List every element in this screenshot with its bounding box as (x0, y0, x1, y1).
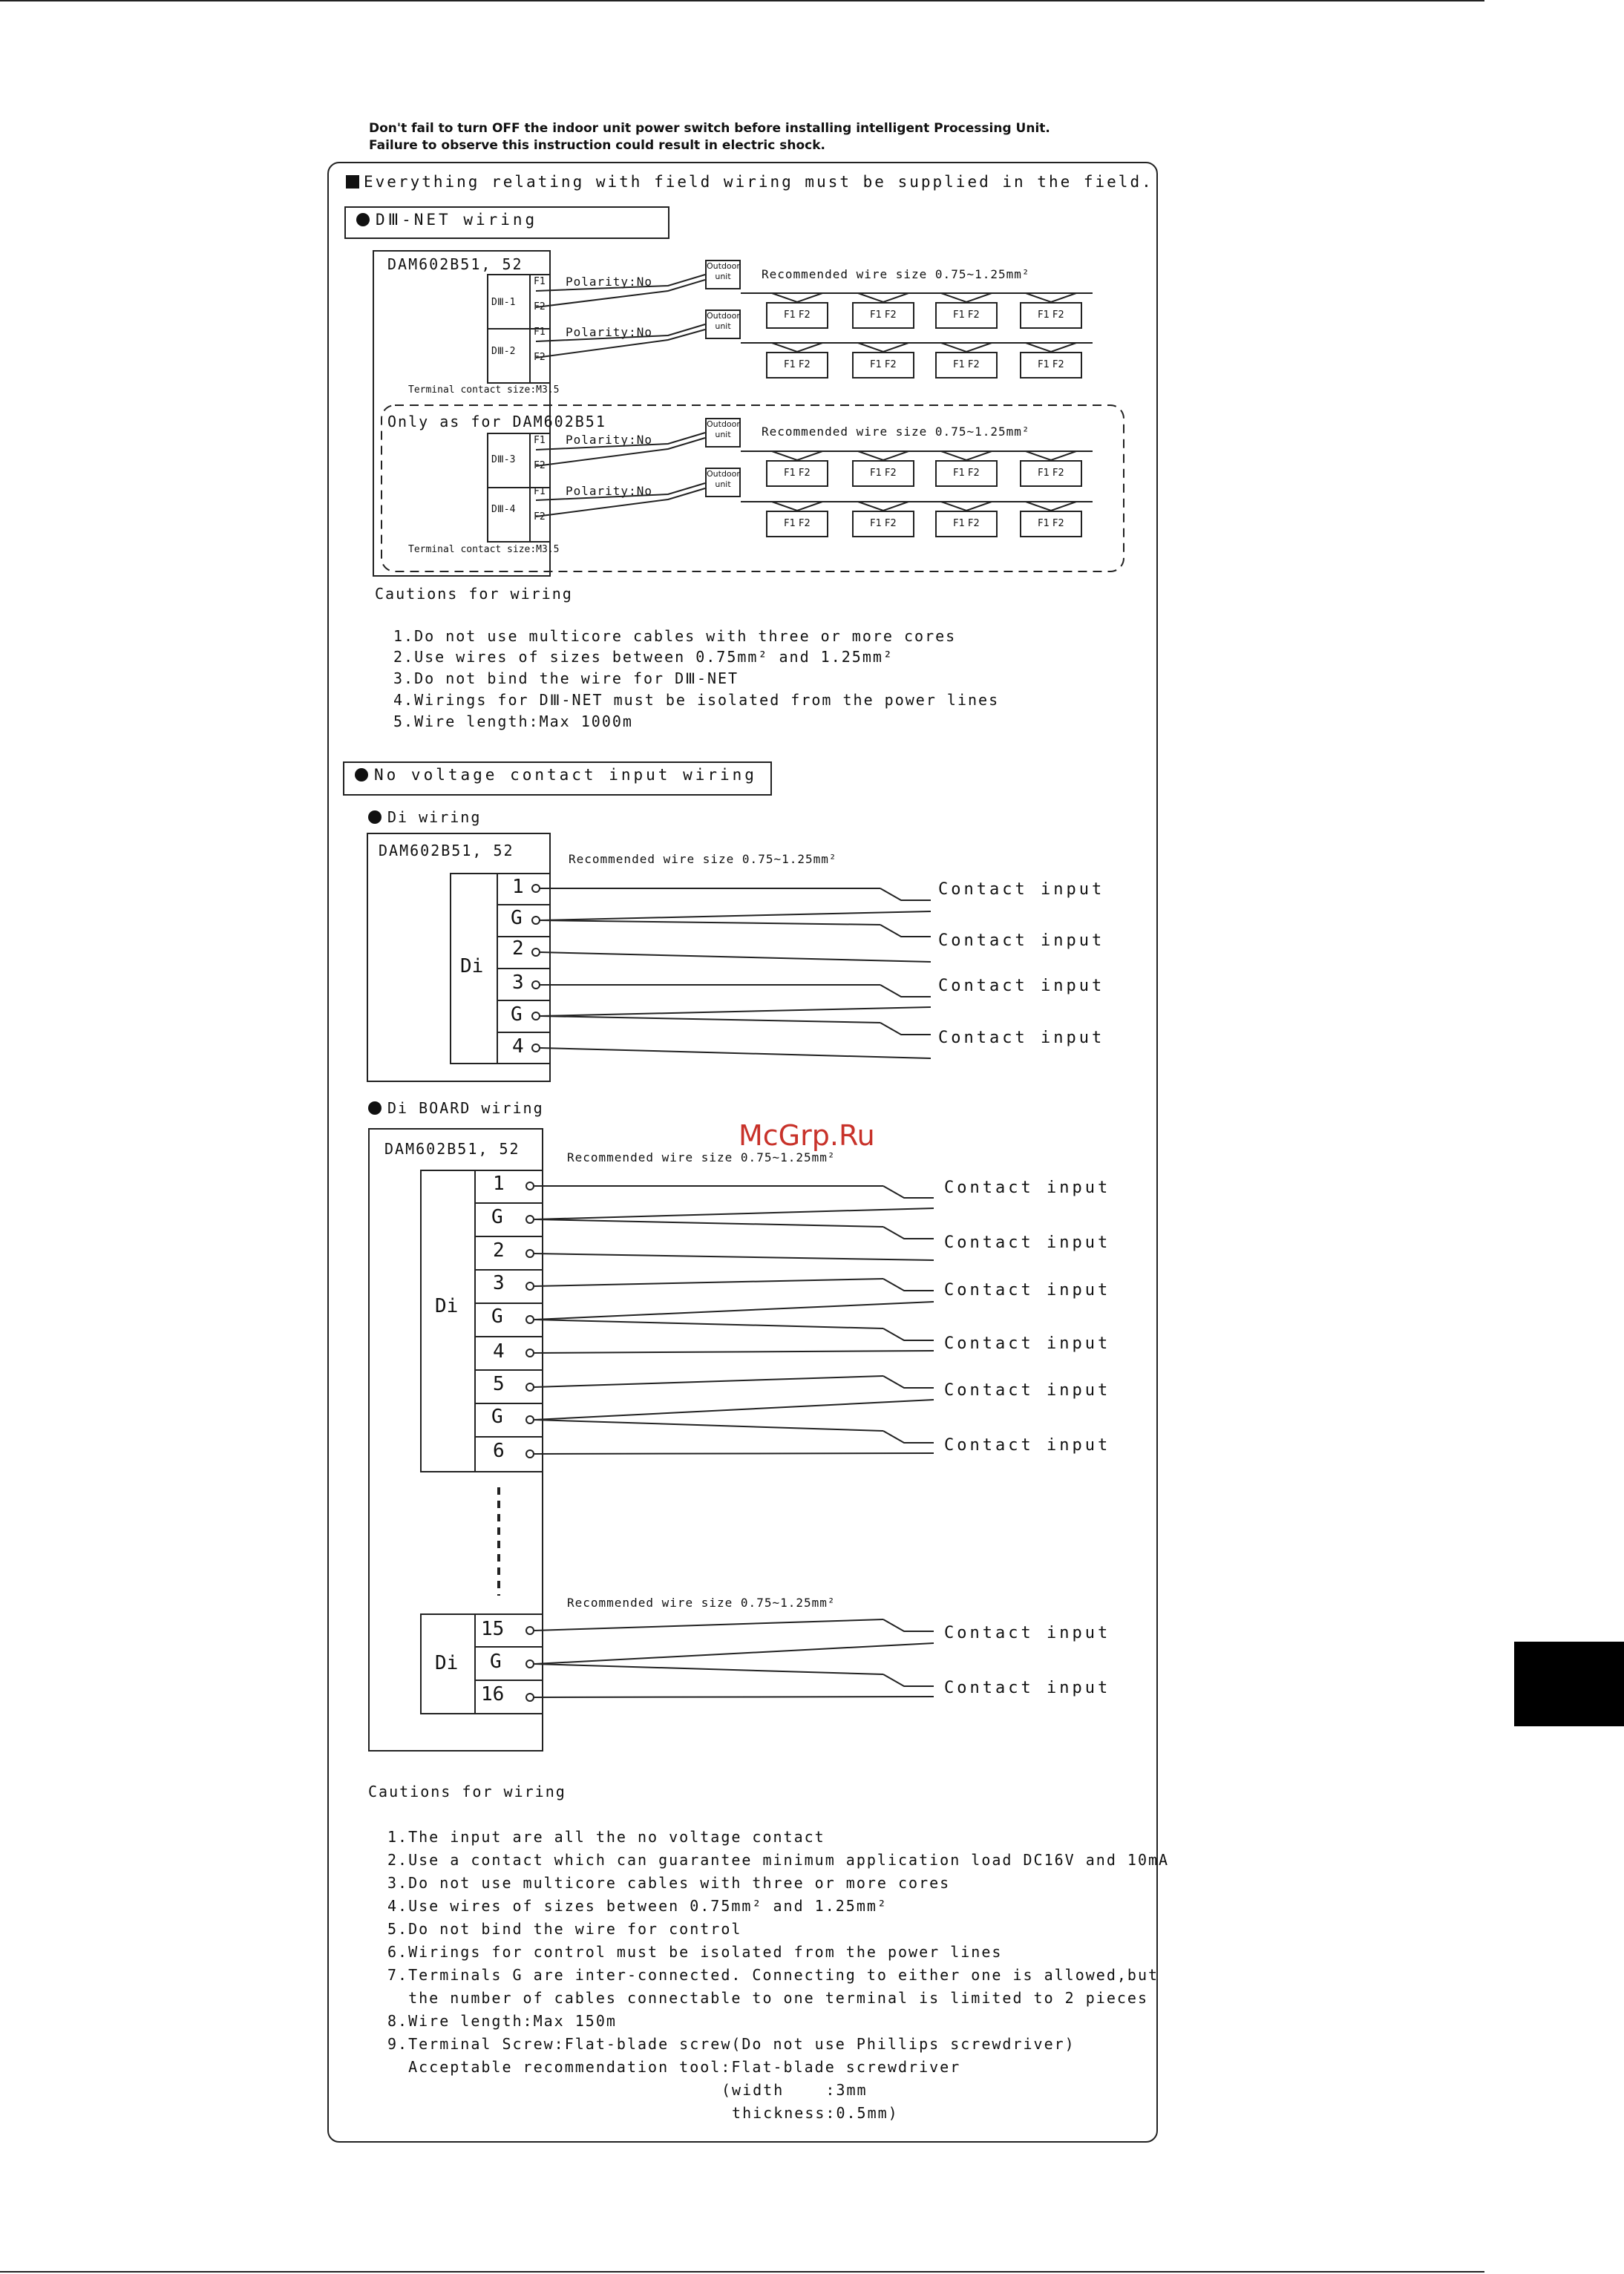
board-recommended-2: Recommended wire size 0.75~1.25mm² (567, 1596, 836, 1610)
novolt-caution: 4.Use wires of sizes between 0.75mm² and 1.25mm² (387, 1897, 888, 1915)
port-dnet-3: DⅢ-3 (491, 454, 516, 465)
polarity-label-2: Polarity:No (566, 325, 652, 339)
warning-line-2: Failure to observe this instruction could result in electric shock. (369, 138, 825, 153)
f1-label: F1 (534, 435, 546, 446)
board-term: 5 (493, 1373, 505, 1395)
dnet-caution-5: 5.Wire length:Max 1000m (393, 712, 633, 730)
novolt-caution: the number of cables connectable to one terminal is limited to 2 pieces (387, 1989, 1148, 2007)
di-model-label: DAM602B51, 52 (379, 842, 514, 859)
contact-input: Contact input (944, 1624, 1111, 1642)
dnet-model-label: DAM602B51, 52 (387, 255, 523, 273)
novolt-caution: 9.Terminal Screw:Flat-blade screw(Do not use Phillips screwdriver) (387, 2035, 1075, 2053)
dnet-caution-3: 3.Do not bind the wire for DⅢ-NET (393, 669, 739, 687)
dnet-caution-2: 2.Use wires of sizes between 0.75mm² and 1.25mm² (393, 648, 894, 666)
contact-input: Contact input (938, 1029, 1105, 1047)
board-term: 6 (493, 1440, 505, 1462)
outdoor-unit-2: Outdoor unit (705, 309, 741, 339)
indoor-unit: F1 F2 (1020, 352, 1082, 379)
polarity-label-3: Polarity:No (566, 433, 652, 447)
f2-label: F2 (534, 511, 546, 522)
board-term: G (491, 1406, 503, 1428)
dnet-caution-4: 4.Wirings for DⅢ-NET must be isolated from the power lines (393, 691, 1000, 709)
port-dnet-4: DⅢ-4 (491, 504, 516, 515)
indoor-unit: F1 F2 (852, 302, 914, 329)
indoor-unit: F1 F2 (935, 460, 998, 487)
novolt-section-tag: No voltage contact input wiring (343, 761, 772, 796)
board-term: 1 (493, 1173, 505, 1195)
indoor-unit: F1 F2 (852, 352, 914, 379)
contact-input: Contact input (944, 1436, 1111, 1455)
di-term: G (511, 907, 523, 929)
polarity-label-1: Polarity:No (566, 275, 652, 289)
outdoor-unit-4: Outdoor unit (705, 468, 741, 497)
di-wiring-title: Di wiring (368, 808, 481, 826)
contact-input: Contact input (938, 880, 1105, 899)
novolt-caution: 3.Do not use multicore cables with three or more cores (387, 1874, 951, 1892)
indoor-unit: F1 F2 (935, 511, 998, 537)
terminal-size-2: Terminal contact size:M3.5 (408, 544, 560, 555)
indoor-unit: F1 F2 (766, 302, 828, 329)
di-term: 4 (512, 1035, 524, 1058)
contact-input: Contact input (944, 1381, 1111, 1400)
board-term: 2 (493, 1239, 505, 1262)
di-board-label-2: Di (435, 1652, 459, 1674)
novolt-caution: 6.Wirings for control must be isolated from the power lines (387, 1943, 1003, 1961)
contact-input: Contact input (944, 1334, 1111, 1353)
terminal-size-1: Terminal contact size:M3.5 (408, 384, 560, 396)
contact-input: Contact input (938, 977, 1105, 995)
novolt-caution: 2.Use a contact which can guarantee minimum application load DC16V and 10mA (387, 1851, 1170, 1869)
novolt-caution: (width :3mm (721, 2081, 868, 2099)
f2-label: F2 (534, 301, 546, 312)
novolt-caution: thickness:0.5mm) (721, 2104, 899, 2122)
port-dnet-2: DⅢ-2 (491, 346, 516, 357)
di-recommended: Recommended wire size 0.75~1.25mm² (569, 852, 837, 866)
novolt-caution: 8.Wire length:Max 150m (387, 2012, 617, 2030)
board-term: 15 (481, 1618, 505, 1640)
board-term: 16 (481, 1683, 505, 1706)
dnet-cautions-title: Cautions for wiring (375, 585, 573, 603)
di-board-title: Di BOARD wiring (368, 1099, 544, 1117)
contact-input: Contact input (944, 1233, 1111, 1252)
novolt-caution: 1.The input are all the no voltage contact (387, 1828, 825, 1846)
field-wiring-header: Everything relating with field wiring must be supplied in the field. (346, 173, 1153, 191)
f1-label: F1 (534, 486, 546, 497)
di-term: 2 (512, 937, 524, 960)
indoor-unit: F1 F2 (935, 352, 998, 379)
board-term: 4 (493, 1340, 505, 1363)
contact-input: Contact input (938, 931, 1105, 950)
dnet-recommended-1: Recommended wire size 0.75~1.25mm² (762, 267, 1030, 281)
novolt-cautions-title: Cautions for wiring (368, 1783, 566, 1800)
port-dnet-1: DⅢ-1 (491, 297, 516, 308)
di-term: G (511, 1003, 523, 1026)
warning-line-1: Don't fail to turn OFF the indoor unit power switch before installing intelligent Processing Unit. (369, 121, 1050, 136)
di-term: 1 (512, 876, 524, 898)
indoor-unit: F1 F2 (1020, 460, 1082, 487)
board-term: 3 (493, 1272, 505, 1294)
contact-input: Contact input (944, 1179, 1111, 1197)
outdoor-unit-1: Outdoor unit (705, 260, 741, 289)
f1-label: F1 (534, 327, 546, 338)
indoor-unit: F1 F2 (766, 460, 828, 487)
novolt-caution: 5.Do not bind the wire for control (387, 1920, 742, 1938)
novolt-caution: 7.Terminals G are inter-connected. Connecting to either one is allowed,but (387, 1966, 1159, 1984)
indoor-unit: F1 F2 (766, 352, 828, 379)
board-term: G (491, 1305, 503, 1328)
indoor-unit: F1 F2 (766, 511, 828, 537)
indoor-unit: F1 F2 (1020, 302, 1082, 329)
di-label: Di (460, 955, 484, 977)
di-board-label: Di (435, 1295, 459, 1317)
di-board-model-label: DAM602B51, 52 (384, 1140, 520, 1158)
board-term: G (490, 1651, 502, 1673)
watermark: McGrp.Ru (739, 1119, 875, 1152)
contact-input: Contact input (944, 1679, 1111, 1697)
outdoor-unit-3: Outdoor unit (705, 418, 741, 448)
dnet-caution-1: 1.Do not use multicore cables with three or more cores (393, 627, 957, 645)
board-recommended-1: Recommended wire size 0.75~1.25mm² (567, 1150, 836, 1164)
di-term: 3 (512, 971, 524, 994)
indoor-unit: F1 F2 (852, 460, 914, 487)
board-term: G (491, 1206, 503, 1228)
indoor-unit: F1 F2 (852, 511, 914, 537)
f1-label: F1 (534, 276, 546, 287)
indoor-unit: F1 F2 (935, 302, 998, 329)
dnet-section-tag: DⅢ-NET wiring (344, 206, 669, 239)
f2-label: F2 (534, 460, 546, 471)
contact-input: Contact input (944, 1281, 1111, 1300)
dnet-only-label: Only as for DAM602B51 (387, 413, 606, 430)
indoor-unit: F1 F2 (1020, 511, 1082, 537)
dnet-recommended-2: Recommended wire size 0.75~1.25mm² (762, 425, 1030, 439)
polarity-label-4: Polarity:No (566, 484, 652, 498)
novolt-caution: Acceptable recommendation tool:Flat-blade screwdriver (387, 2058, 961, 2076)
f2-label: F2 (534, 352, 546, 363)
